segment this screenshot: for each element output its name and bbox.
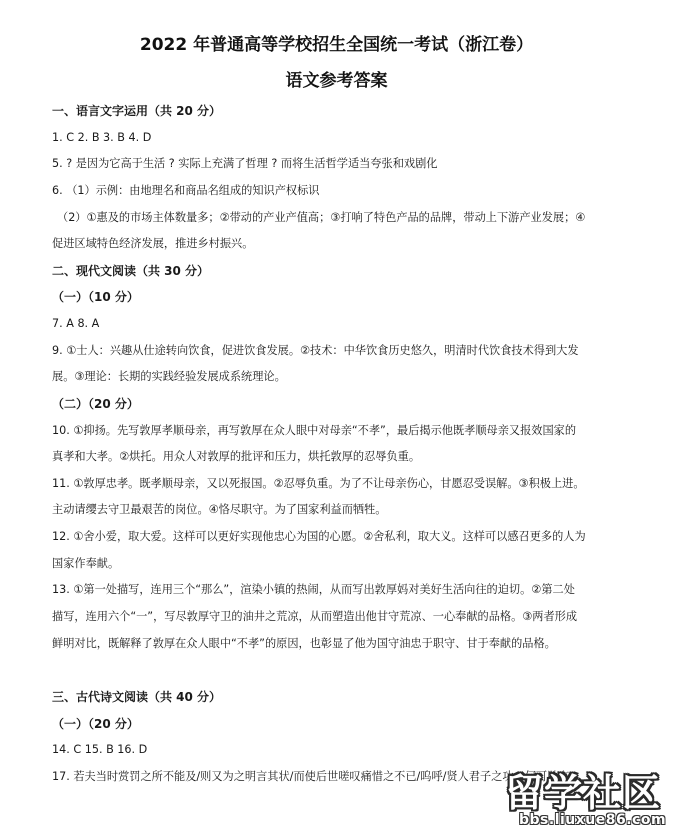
answer-line: 17. 若夫当时赏罚之所不能及/则又为之明言其状/而使后世嗟叹痛惜之不已/呜呼/贤人君子之功，何可胜言 <box>52 770 570 783</box>
answer-line: （2）①惠及的市场主体数量多；②带动的产业产值高；③打响了特色产品的品牌，带动上下游产业发展；④ <box>57 211 586 224</box>
answer-line: 促进区域特色经济发展，推进乡村振兴。 <box>52 237 254 250</box>
watermark-url: bbs.liuxue86.com <box>519 812 667 828</box>
section-heading: 三、古代诗文阅读（共 40 分） <box>52 690 222 704</box>
answer-line: 展。③理论：长期的实践经验发展成系统理论。 <box>52 370 286 383</box>
section-heading: 二、现代文阅读（共 30 分） <box>52 264 210 278</box>
answer-line: 真孝和大孝。②烘托。用众人对敦厚的批评和压力，烘托敦厚的忍辱负重。 <box>52 450 421 463</box>
answer-line: 主动请缨去守卫最艰苦的岗位。④恪尽职守。为了国家利益而牺牲。 <box>52 503 387 516</box>
document-title: 2022 年普通高等学校招生全国统一考试（浙江卷） <box>139 35 534 55</box>
subsection-heading: （一）（20 分） <box>52 717 139 731</box>
section-heading: 一、语言文字运用（共 20 分） <box>52 104 222 118</box>
answer-line: 描写，连用六个“一”，写尽敦厚守卫的油井之荒凉，从而塑造出他甘守荒凉、一心奉献的品格。③两者形成 <box>52 610 578 623</box>
answer-line: 11. ①敦厚忠孝。既孝顺母亲，又以死报国。②忍辱负重。为了不让母亲伤心，甘愿忍受误解。③积极上进。 <box>52 477 585 490</box>
answer-line: 12. ①舍小爱，取大爱。这样可以更好实现他忠心为国的心愿。②舍私利，取大义。这样可以感召更多的人为 <box>52 530 586 543</box>
answer-line: 14. C 15. B 16. D <box>52 743 148 756</box>
subsection-heading: （一）（10 分） <box>52 290 139 304</box>
answer-line: 13. ①第一处描写，连用三个“那么”，渲染小镇的热闹，从而写出敦厚妈对美好生活向往的迫切。②第二处 <box>52 583 575 596</box>
answer-line: 国家作奉献。 <box>52 557 120 570</box>
answer-line: 9. ①士人：兴趣从仕途转向饮食，促进饮食发展。②技术：中华饮食历史悠久，明清时代饮食技术得到大发 <box>52 344 579 357</box>
watermark-text: 留学社区 <box>505 771 662 815</box>
answer-line: 1. C 2. B 3. B 4. D <box>52 131 152 144</box>
answer-line: 鲜明对比，既解释了敦厚在众人眼中“不孝”的原因，也彰显了他为国守油忠于职守、甘于奉献的品格。 <box>52 637 556 650</box>
answer-line: 7. A 8. A <box>52 317 100 330</box>
answer-line: 6. （1）示例：由地理名和商品名组成的知识产权标识 <box>52 184 320 197</box>
subsection-heading: （二）（20 分） <box>52 397 139 411</box>
site-watermark <box>505 762 673 838</box>
answer-line: 10. ①抑扬。先写敦厚孝顺母亲，再写敦厚在众人眼中对母亲“不孝”，最后揭示他既孝顺母亲又报效国家的 <box>52 424 577 437</box>
document-subtitle: 语文参考答案 <box>285 71 388 91</box>
answer-line: 5. ? 是因为它高于生活 ? 实际上充满了哲理 ? 而将生活哲学适当夸张和戏剧化 <box>52 157 438 170</box>
